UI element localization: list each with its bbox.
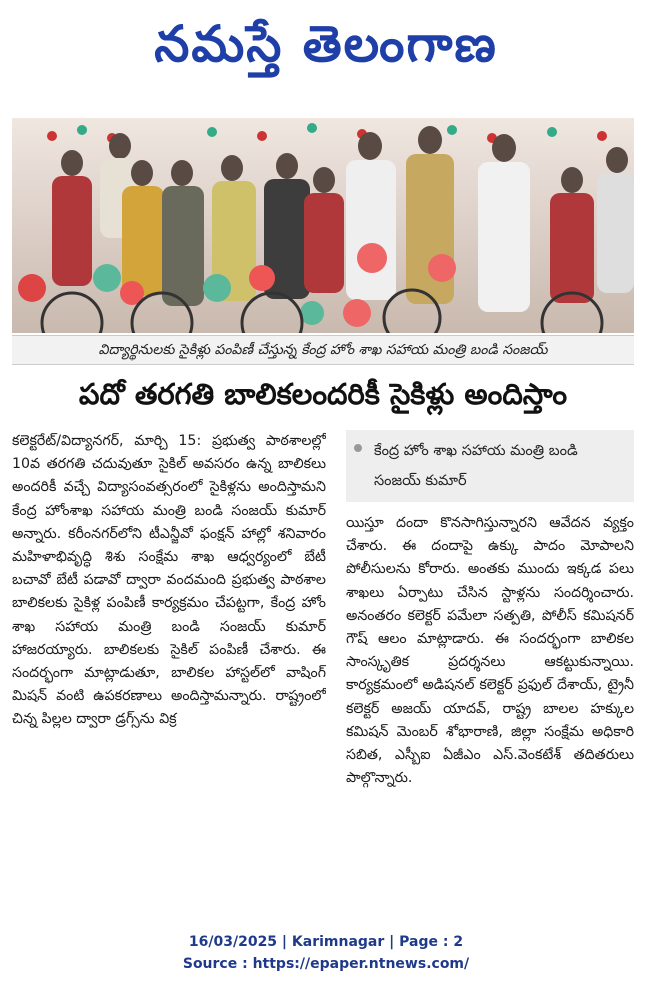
- event-photo-illustration: [12, 118, 634, 333]
- photo-caption: విద్యార్థినులకు సైకిళ్లు పంపిణీ చేస్తున్న కేంద్ర హోం శాఖ సహాయ మంత్రి బండి సంజయ్: [12, 335, 634, 365]
- article-headline: పదో తరగతి బాలికలందరికీ సైకిళ్లు అందిస్తాం: [78, 377, 568, 411]
- article-body-left: కలెక్టరేట్/విద్యానగర్, మార్చి 15: ప్రభుత్వ పాఠశాలల్లో 10వ తరగతి చదువుతూ సైకిల్ అవసరం ఉన్న బాలికలు అందరికీ వచ్చే విద్యాసంవత్సరంలో సైకిళ్లను అందిస్తామని కేంద్ర హోంశాఖ సహాయ మంత్రి బండి సంజయ్ కుమార్ అన్నారు. కరీంనగర్‌లోని టీఎన్జీవో ఫంక్షన్ హాల్లో శనివారం మహిళాభివృద్ధి శిశు సంక్షేమ శాఖ ఆధ్వర్యంలో బేటీ బచావో బేటీ పడావో ద్వారా వందమంది ప్రభుత్వ పాఠశాల బాలికలకు సైకిళ్ల పంపిణీ కార్యక్రమం చేపట్టగా, కేంద్ర హోం శాఖ సహాయ మంత్రి బండి సంజయ్ కుమార్ హాజరయ్యారు. బాలికలకు సైకిల్ పంపిణీ చేశారు. ఈ సందర్భంగా మాట్లాడుతూ, బాలికల హాస్టల్‌లో వాషింగ్ మిషన్ వంటి ఉపకరణాలు అందిస్తామన్నారు. రాష్ట్రంలో చిన్న పిల్లల ద్వారా డ్రగ్స్‌ను విక్ర: [12, 433, 326, 728]
- masthead-title: నమస్తే తెలంగాణ: [154, 14, 498, 73]
- decoration-garland: [47, 123, 607, 143]
- article-body-right: యిస్తూ దందా కొనసాగిస్తున్నారని ఆవేదన వ్యక్తం చేశారు. ఈ దందాపై ఉక్కు పాదం మోపాలని పోలీసులను కోరారు. అంతకు ముందు ఇక్కడ పలు శాఖలు ఏర్పాటు చేసిన స్టాళ్లను సందర్శించారు. అనంతరం కలెక్టర్ పమేలా సత్పతి, పోలీస్ కమిషనర్ గౌష్ ఆలం మాట్లాడారు. ఈ సందర్భంగా బాలికల సాంస్కృతిక ప్రదర్శనలు ఆకట్టుకున్నాయి. కార్యక్రమంలో అడిషనల్ కలెక్టర్ ప్రఫుల్ దేశాయ్, ట్రైనీ కలెక్టర్ అజయ్ యాదవ్, రాష్ట్ర బాలల హక్కుల కమిషన్ మెంబర్ శోభారాణి, జిల్లా సంక్షేమ అధికారి సబిత, ఎస్బీఐ ఏజీఎం ఎస్.వెంకటేశ్ తదితరులు పాల్గొన్నారు.: [346, 515, 634, 787]
- footer-date-edition: 16/03/2025 | Karimnagar | Page : 2: [188, 934, 464, 950]
- article-column-left: [12, 430, 326, 900]
- news-photo: [12, 118, 634, 333]
- highlight-text: కేంద్ర హోం శాఖ సహాయ మంత్రి బండి సంజయ్ కుమార్: [374, 443, 578, 489]
- article-column-right: [346, 512, 634, 900]
- footer-source: Source : https://epaper.ntnews.com/: [182, 956, 470, 972]
- newspaper-masthead: [0, 8, 652, 80]
- bullet-icon: [354, 444, 362, 452]
- article-highlight-box: [346, 430, 634, 502]
